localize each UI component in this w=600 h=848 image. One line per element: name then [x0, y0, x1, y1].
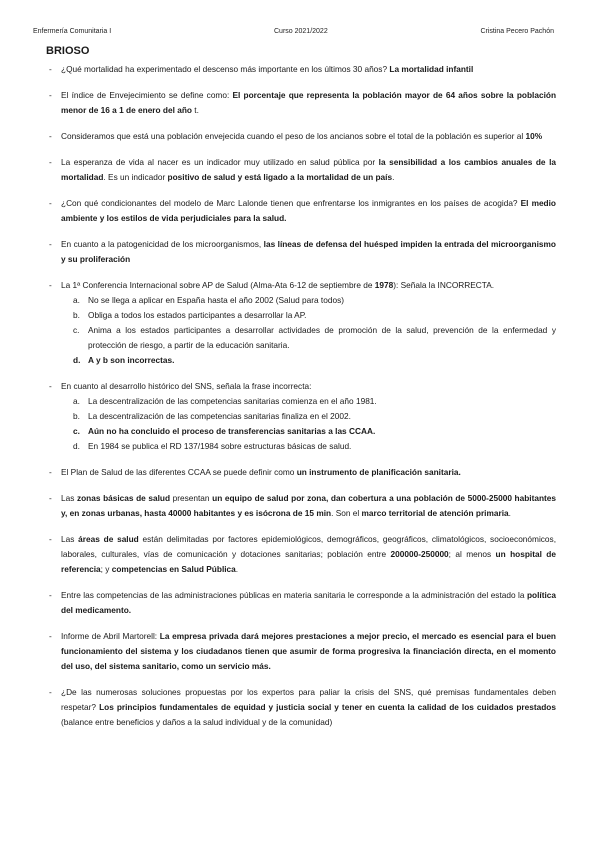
answer-text: El medio ambiente y los estilos de vida perjudiciales para la salud. — [61, 198, 557, 223]
answer-text: 10% — [525, 131, 543, 141]
document-title: BRIOSO — [46, 45, 90, 57]
question-plan-salud — [46, 465, 556, 480]
question-text: ¿De las numerosas soluciones propuestas por los expertos para paliar la crisis del SNS, qué premisas fundamentales deben respetar? — [61, 687, 556, 712]
question-text: (balance entre beneficios y daños a la salud individual y de la comunidad) — [61, 717, 333, 727]
question-text: . Son el — [331, 508, 362, 518]
answer-text: 200000-250000 — [390, 549, 449, 559]
question-areas-salud — [46, 532, 556, 577]
option-letter: d. — [73, 441, 80, 451]
question-text: presentan — [170, 493, 213, 503]
answer-text: competencias en Salud Pública — [111, 564, 236, 574]
question-text: La esperanza de vida al nacer es un indicador muy utilizado en salud pública por — [61, 157, 379, 167]
question-text: Las — [61, 493, 77, 503]
option-text: A y b son incorrectas. — [88, 355, 175, 365]
question-list — [46, 62, 556, 741]
option-item-correct — [73, 424, 556, 439]
question-text: ; al menos — [448, 549, 496, 559]
question-text: Las — [61, 534, 79, 544]
question-text: . — [392, 172, 395, 182]
question-text: . — [508, 508, 511, 518]
option-item — [73, 308, 556, 323]
option-letter: b. — [73, 310, 80, 320]
option-text: No se llega a aplicar en España hasta el año 2002 (Salud para todos) — [88, 295, 344, 305]
option-text: Anima a los estados participantes a desarrollar actividades de promoción de la salud, prevención de la enfermedad y protección de riesgo, a partir de la educación sanitaria. — [88, 325, 556, 350]
question-text: t. — [191, 105, 199, 115]
option-letter: a. — [73, 295, 80, 305]
question-crisis-sns — [46, 685, 556, 730]
answer-text: zonas básicas de salud — [76, 493, 171, 503]
answer-text: la sensibilidad a los cambios anuales de la mortalidad — [61, 157, 556, 182]
question-competencias — [46, 588, 556, 618]
question-esperanza-vida — [46, 155, 556, 185]
question-desarrollo-sns — [46, 379, 556, 454]
question-mortalidad — [46, 62, 556, 77]
question-text: ¿Qué mortalidad ha experimentado el descenso más importante en los últimos 30 años? — [61, 64, 390, 74]
question-abril-martorell — [46, 629, 556, 674]
question-lalonde — [46, 196, 556, 226]
question-text: ¿Con qué condicionantes del modelo de Marc Lalonde tienen que enfrentarse los inmigrantes en los países de acogida? — [61, 198, 521, 208]
option-list — [61, 293, 556, 368]
option-item — [73, 293, 556, 308]
question-text: La 1ª Conferencia Internacional sobre AP de Salud (Alma-Ata 6-12 de septiembre de — [61, 280, 375, 290]
answer-text: las líneas de defensa del huésped impiden la entrada del microorganismo y su proliferación — [61, 239, 556, 264]
question-patogenicidad — [46, 237, 556, 267]
option-item-correct — [73, 353, 556, 368]
question-text: El índice de Envejecimiento se define como: — [61, 90, 233, 100]
question-text: Informe de Abril Martorell: — [61, 631, 160, 641]
option-letter: a. — [73, 396, 80, 406]
option-item — [73, 409, 556, 424]
answer-text: un instrumento de planificación sanitaria. — [296, 467, 461, 477]
option-letter: b. — [73, 411, 80, 421]
question-text: Entre las competencias de las administraciones públicas en materia sanitaria le corresponde a la administración del estado la — [61, 590, 527, 600]
option-item — [73, 439, 556, 454]
question-poblacion-envejecida — [46, 129, 556, 144]
question-text: En cuanto a la patogenicidad de los microorganismos, — [61, 239, 264, 249]
question-text: ; y — [100, 564, 112, 574]
answer-text: 1978 — [374, 280, 394, 290]
page-header — [33, 28, 554, 40]
answer-text: positivo de salud y está ligado a la mortalidad de un país — [167, 172, 393, 182]
answer-text: La empresa privada dará mejores prestaciones a mejor precio, el mercado es esencial para el buen funcionamiento del sistema y los ciudadanos tienen que asumir de forma progresiva la financiación directa, en el momento del uso, del sistema sanitario, como un servicio más. — [61, 631, 556, 671]
option-text: La descentralización de las competencias sanitarias finaliza en el 2002. — [88, 411, 351, 421]
question-text: En cuanto al desarrollo histórico del SNS, señala la frase incorrecta: — [61, 381, 312, 391]
question-indice-envejecimiento — [46, 88, 556, 118]
option-item — [73, 394, 556, 409]
option-text: En 1984 se publica el RD 137/1984 sobre estructuras básicas de salud. — [88, 441, 352, 451]
question-alma-ata — [46, 278, 556, 368]
question-text: . — [235, 564, 239, 574]
option-item — [73, 323, 556, 353]
header-course: Curso 2021/2022 — [274, 28, 328, 35]
answer-text: El porcentaje que representa la población mayor de 64 años sobre la población menor de 16 a 1 de enero del año — [61, 90, 557, 115]
question-text: Consideramos que está una población envejecida cuando el peso de los ancianos sobre el total de la población es superior al — [61, 131, 526, 141]
option-text: La descentralización de las competencias sanitarias comienza en el año 1981. — [88, 396, 377, 406]
option-list — [61, 394, 556, 454]
header-author: Cristina Pecero Pachón — [480, 28, 554, 35]
option-letter: c. — [73, 426, 80, 436]
answer-text: marco territorial de atención primaria — [361, 508, 509, 518]
option-text: Obliga a todos los estados participantes a desarrollar la AP. — [88, 310, 307, 320]
question-text: . Es un indicador — [103, 172, 168, 182]
header-subject: Enfermería Comunitaria I — [33, 28, 112, 35]
answer-text: política del medicamento. — [61, 590, 556, 615]
answer-text: un equipo de salud por zona, dan cobertura a una población de 5000-25000 habitantes y, en zonas urbanas, hasta 40000 habitantes y es isócrona de 15 min — [61, 493, 557, 518]
option-letter: d. — [73, 355, 81, 365]
answer-text: Los principios fundamentales de equidad y justicia social y tener en cuenta la calidad de los cuidados prestados — [99, 702, 556, 712]
answer-text: áreas de salud — [78, 534, 139, 544]
question-text: ): Señala la INCORRECTA. — [393, 280, 495, 290]
answer-text: La mortalidad infantil — [389, 64, 474, 74]
option-text: Aún no ha concluido el proceso de transferencias sanitarias a las CCAA. — [88, 426, 376, 436]
question-zonas-basicas — [46, 491, 556, 521]
answer-text: un hospital de referencia — [61, 549, 556, 574]
question-text: están delimitadas por factores epidemiológicos, demográficos, geográficos, climatológicos, socioeconómicos, laborales, culturales, vías de comunicación y dotaciones sanitarias; población entre — [61, 534, 557, 559]
question-text: El Plan de Salud de las diferentes CCAA se puede definir como — [61, 467, 297, 477]
option-letter: c. — [73, 325, 80, 335]
